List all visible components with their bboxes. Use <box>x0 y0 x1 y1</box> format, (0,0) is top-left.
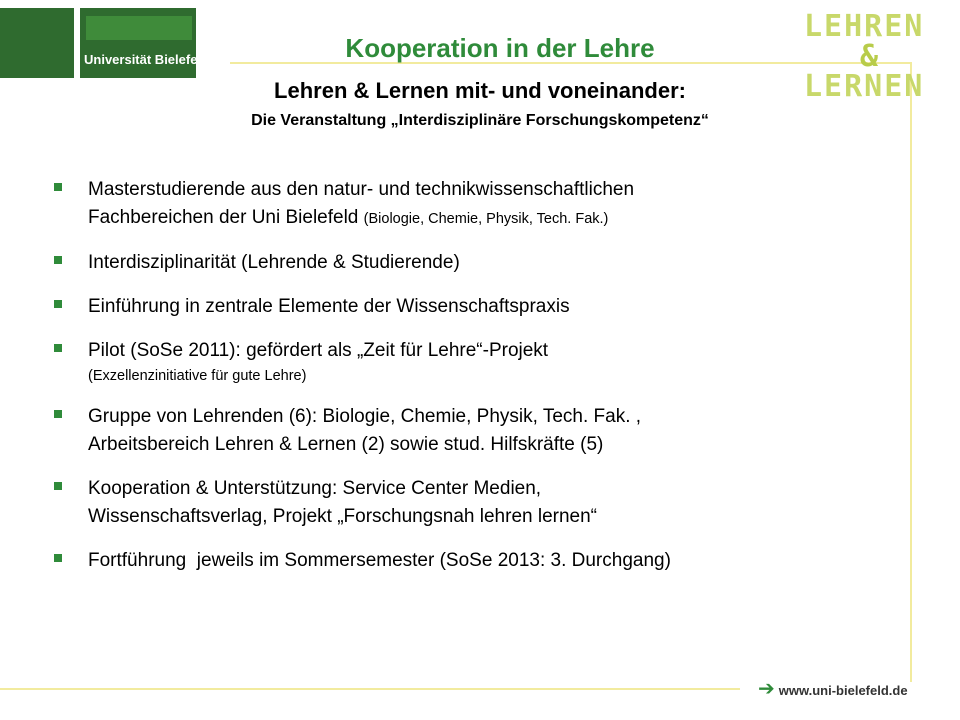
university-name: Universität Bielefeld <box>84 52 209 67</box>
bullet-item <box>52 249 892 277</box>
logo-accent-block <box>86 16 192 40</box>
bullet-marker-icon <box>54 410 62 418</box>
ll-logo-line2: & <box>860 39 881 74</box>
bullet-item <box>52 403 892 459</box>
bullet-line: Einführung in zentrale Elemente der Wissenschaftspraxis <box>88 296 570 317</box>
bullet-line <box>88 204 892 233</box>
bullet-marker-icon <box>54 256 62 264</box>
bullet-line: Arbeitsbereich Lehren & Lernen (2) sowie stud. Hilfskräfte (5) <box>88 434 604 455</box>
frame-line-bottom <box>0 688 740 690</box>
ll-logo-line3: LERNEN <box>804 69 925 104</box>
bullet-line-note: (Biologie, Chemie, Physik, Tech. Fak.) <box>363 211 609 227</box>
bullet-line: Gruppe von Lehrenden (6): Biologie, Chemie, Physik, Tech. Fak. , <box>88 406 642 427</box>
bullet-marker-icon <box>54 344 62 352</box>
bullet-item <box>52 547 892 575</box>
bullet-text <box>88 475 892 531</box>
bullet-text <box>88 293 892 321</box>
bullet-item <box>52 337 892 387</box>
bullet-text <box>88 403 892 459</box>
bullet-item <box>52 475 892 531</box>
bullet-line: Masterstudierende aus den natur- und technikwissenschaftlichen <box>88 179 635 200</box>
bullet-line: Fortführung jeweils im Sommersemester (SoSe 2013: 3. Durchgang) <box>88 550 671 571</box>
frame-line-right <box>910 62 912 682</box>
footer-url[interactable] <box>758 678 908 700</box>
bullet-list <box>52 176 892 591</box>
bullet-marker-icon <box>54 300 62 308</box>
slide-subheading: Die Veranstaltung „Interdisziplinäre Forschungskompetenz“ <box>251 112 709 129</box>
footer-url-text: www.uni-bielefeld.de <box>778 683 908 698</box>
bullet-item <box>52 293 892 321</box>
bullet-line: Pilot (SoSe 2011): gefördert als „Zeit für Lehre“-Projekt <box>88 340 549 361</box>
bullet-marker-icon <box>54 482 62 490</box>
bullet-item <box>52 176 892 233</box>
logo-divider <box>74 8 80 78</box>
bullet-line: Kooperation & Unterstützung: Service Center Medien, <box>88 478 542 499</box>
bullet-line-note: (Exzellenzinitiative für gute Lehre) <box>88 368 307 384</box>
bullet-marker-icon <box>54 183 62 191</box>
arrow-right-icon: ➔ <box>758 678 775 700</box>
bullet-text <box>88 249 892 277</box>
slide-heading: Lehren & Lernen mit- und voneinander: <box>274 78 686 103</box>
bullet-text <box>88 547 892 575</box>
bullet-text <box>88 176 892 233</box>
bullet-line: Interdisziplinarität (Lehrende & Studierende) <box>88 252 460 273</box>
ll-logo-line1: LEHREN <box>804 9 925 44</box>
lehren-lernen-logo <box>800 6 924 106</box>
bullet-text <box>88 337 892 387</box>
slide-title: Kooperation in der Lehre <box>345 33 655 63</box>
bullet-line-main: Fachbereichen der Uni Bielefeld <box>88 207 359 228</box>
bullet-line: Wissenschaftsverlag, Projekt „Forschungsnah lehren lernen“ <box>88 506 598 527</box>
university-logo <box>0 8 209 78</box>
bullet-marker-icon <box>54 554 62 562</box>
